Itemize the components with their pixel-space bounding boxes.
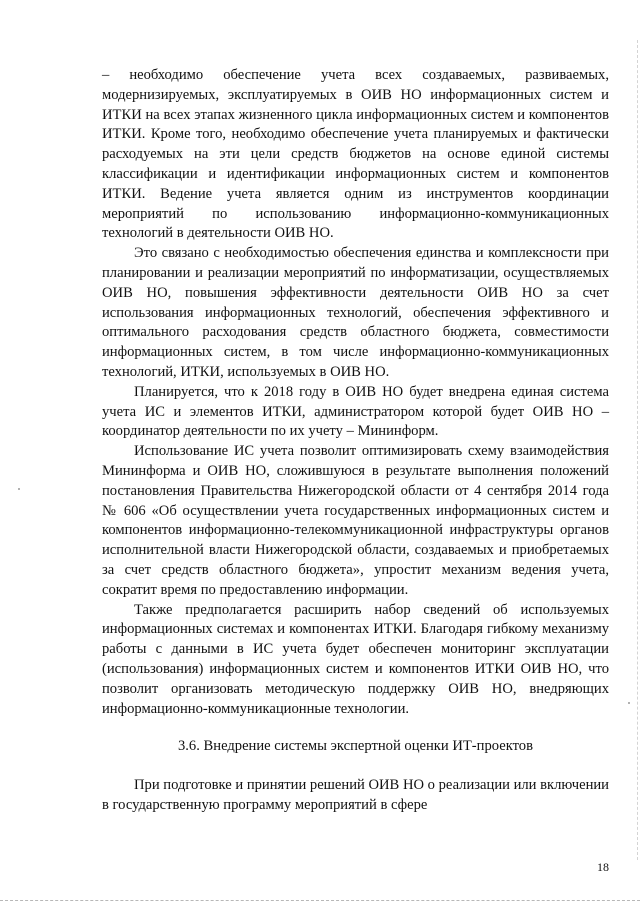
section-heading: 3.6. Внедрение системы экспертной оценки ИТ-проектов	[177, 738, 533, 754]
scan-artifact-dot	[18, 488, 20, 490]
paragraph-5: Также предполагается расширить набор сведений об используемых информационных системах и компонентах ИТКИ. Благодаря гибкому механизму работы с данными в ИС учета будет обеспечен мониторинг эксплуатации (использования) информационных систем и компонентов ИТКИ ОИВ НО, что позволит организовать методическую поддержку ОИВ НО, внедряющих информационно-коммуникационные технологии.	[102, 601, 609, 717]
paragraph-3: Планируется, что к 2018 году в ОИВ НО будет внедрена единая система учета ИС и элементов ИТКИ, администратором которой будет ОИВ НО – координатор деятельности по их учету – Мининформ.	[102, 383, 609, 440]
paragraph-1: – необходимо обеспечение учета всех создаваемых, развиваемых, модернизируемых, эксплуатируемых в ОИВ НО информационных систем и ИТКИ на всех этапах жизненного цикла информационных систем и компонентов ИТКИ. Кроме того, необходимо обеспечение учета планируемых и фактически расходуемых на эти цели средств бюджетов на основе единой системы классификации и идентификации информационных систем и компонентов ИТКИ. Ведение учета является одним из инструментов координации мероприятий по использованию информационно-коммуникационных технологий в деятельности ОИВ НО.	[102, 67, 609, 242]
page-number: 18	[597, 860, 609, 874]
scan-artifact-dot	[628, 702, 630, 704]
body-text	[102, 66, 609, 719]
paragraph-2: Это связано с необходимостью обеспечения единства и комплексности при планировании и реализации мероприятий по информатизации, осуществляемых ОИВ НО, повышения эффективности деятельности ОИВ НО за счет использования информационных технологий, обеспечения эффективного и оптимального расходования средств областного бюджета, совместимости информационных систем, в том числе информационно-коммуникационных технологий, ИТКИ, используемых в ОИВ НО.	[102, 245, 609, 380]
section-paragraph: При подготовке и принятии решений ОИВ НО о реализации или включении в государственную программу мероприятий в сфере	[102, 777, 609, 813]
paragraph-4: Использование ИС учета позволит оптимизировать схему взаимодействия Мининформа и ОИВ НО, сложившуюся в результате выполнения положений постановления Правительства Нижегородской области от 4 сентября 2014 года № 606 «Об осуществлении учета государственных информационных систем и компонентов информационно-телекоммуникационной инфраструктуры органов исполнительной власти Нижегородской области, создаваемых и приобретаемых за счет средств областного бюджета», упростит механизм ведения учета, сократит время по предоставлению информации.	[102, 443, 609, 598]
scan-edge-right	[636, 40, 638, 860]
scan-edge-bottom	[0, 899, 640, 901]
